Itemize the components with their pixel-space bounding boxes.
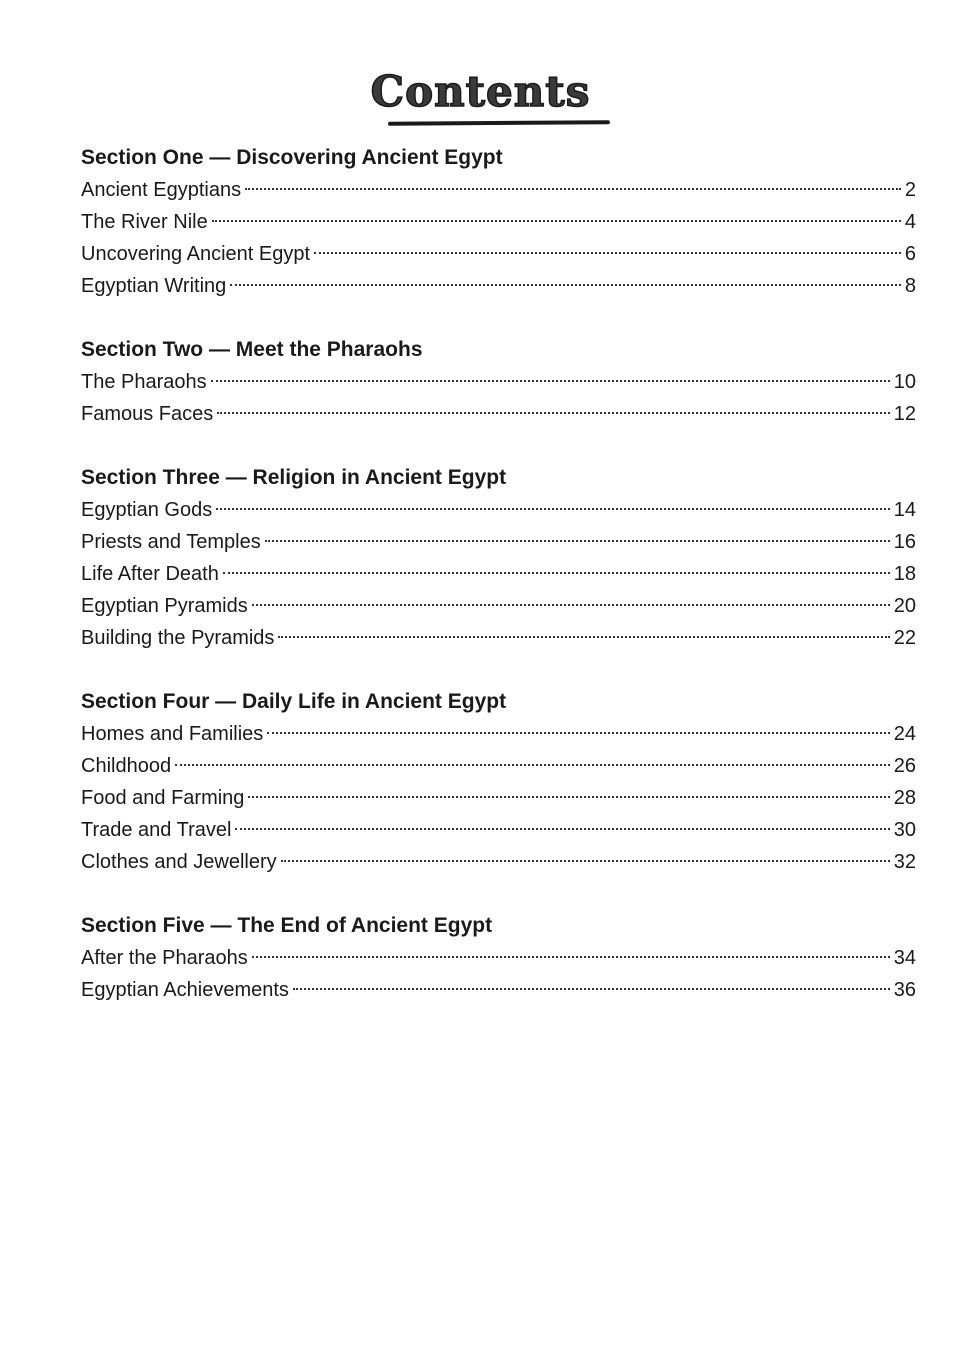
page-number: 32 xyxy=(893,851,916,873)
dot-leader xyxy=(235,828,889,830)
toc-entry[interactable] xyxy=(81,942,916,974)
entry-title: After the Pharaohs xyxy=(81,947,248,969)
toc-section xyxy=(81,462,916,654)
dot-leader xyxy=(248,796,889,798)
toc-entry[interactable] xyxy=(81,974,916,1006)
toc-section xyxy=(81,910,916,1006)
entry-title: Ancient Egyptians xyxy=(81,179,242,201)
entry-title: Building the Pyramids xyxy=(81,627,275,649)
entry-title: Famous Faces xyxy=(81,403,214,425)
toc-entry[interactable] xyxy=(81,174,916,206)
page-number: 18 xyxy=(893,563,916,585)
entry-title: Egyptian Pyramids xyxy=(81,595,248,617)
dot-leader xyxy=(293,988,890,990)
toc-entry[interactable] xyxy=(81,750,916,782)
entry-title: Uncovering Ancient Egypt xyxy=(81,243,311,265)
entry-title: Trade and Travel xyxy=(81,819,232,841)
dot-leader xyxy=(223,572,890,574)
dot-leader xyxy=(314,252,901,254)
page-number: 36 xyxy=(893,979,916,1001)
entry-title: Clothes and Jewellery xyxy=(81,851,277,873)
toc-section xyxy=(81,334,916,430)
dot-leader xyxy=(230,284,901,286)
page-number: 8 xyxy=(904,275,916,297)
page-number: 2 xyxy=(904,179,916,201)
dot-leader xyxy=(267,732,889,734)
toc-entry[interactable] xyxy=(81,590,916,622)
page-number: 4 xyxy=(904,211,916,233)
page-number: 30 xyxy=(893,819,916,841)
page-number: 26 xyxy=(893,755,916,777)
dot-leader xyxy=(265,540,890,542)
page-title: Contents xyxy=(370,67,591,116)
page-number: 34 xyxy=(893,947,916,969)
toc-entry[interactable] xyxy=(81,206,916,238)
section-heading: Section One — Discovering Ancient Egypt xyxy=(81,146,503,169)
toc-entry[interactable] xyxy=(81,718,916,750)
toc-section xyxy=(81,686,916,878)
page-number: 22 xyxy=(893,627,916,649)
entry-title: Life After Death xyxy=(81,563,219,585)
dot-leader xyxy=(211,380,890,382)
toc-entry[interactable] xyxy=(81,238,916,270)
title-underline xyxy=(388,120,610,126)
dot-leader xyxy=(278,636,889,638)
table-of-contents xyxy=(81,142,916,1038)
toc-entry[interactable] xyxy=(81,366,916,398)
page-number: 24 xyxy=(893,723,916,745)
toc-entry[interactable] xyxy=(81,622,916,654)
dot-leader xyxy=(216,508,890,510)
toc-entry[interactable] xyxy=(81,526,916,558)
toc-entry[interactable] xyxy=(81,814,916,846)
page-number: 12 xyxy=(893,403,916,425)
section-heading: Section Five — The End of Ancient Egypt xyxy=(81,914,493,937)
entry-title: Egyptian Achievements xyxy=(81,979,289,1001)
dot-leader xyxy=(212,220,901,222)
entry-title: The River Nile xyxy=(81,211,208,233)
entry-title: Priests and Temples xyxy=(81,531,261,553)
title-container xyxy=(0,66,961,118)
entry-title: Egyptian Gods xyxy=(81,499,213,521)
toc-entry[interactable] xyxy=(81,558,916,590)
dot-leader xyxy=(175,764,890,766)
page-number: 10 xyxy=(893,371,916,393)
toc-entry[interactable] xyxy=(81,270,916,302)
toc-entry[interactable] xyxy=(81,494,916,526)
entry-title: Homes and Families xyxy=(81,723,264,745)
entry-title: Childhood xyxy=(81,755,172,777)
dot-leader xyxy=(245,188,901,190)
section-heading: Section Two — Meet the Pharaohs xyxy=(81,338,423,361)
section-heading: Section Four — Daily Life in Ancient Egypt xyxy=(81,690,507,713)
section-heading: Section Three — Religion in Ancient Egypt xyxy=(81,466,507,489)
entry-title: Food and Farming xyxy=(81,787,245,809)
dot-leader xyxy=(217,412,889,414)
toc-entry[interactable] xyxy=(81,398,916,430)
entry-title: Egyptian Writing xyxy=(81,275,227,297)
toc-section xyxy=(81,142,916,302)
page-number: 20 xyxy=(893,595,916,617)
page-number: 28 xyxy=(893,787,916,809)
page-number: 6 xyxy=(904,243,916,265)
dot-leader xyxy=(252,604,890,606)
dot-leader xyxy=(281,860,890,862)
toc-entry[interactable] xyxy=(81,846,916,878)
toc-entry[interactable] xyxy=(81,782,916,814)
dot-leader xyxy=(252,956,890,958)
page-number: 14 xyxy=(893,499,916,521)
page-number: 16 xyxy=(893,531,916,553)
entry-title: The Pharaohs xyxy=(81,371,207,393)
